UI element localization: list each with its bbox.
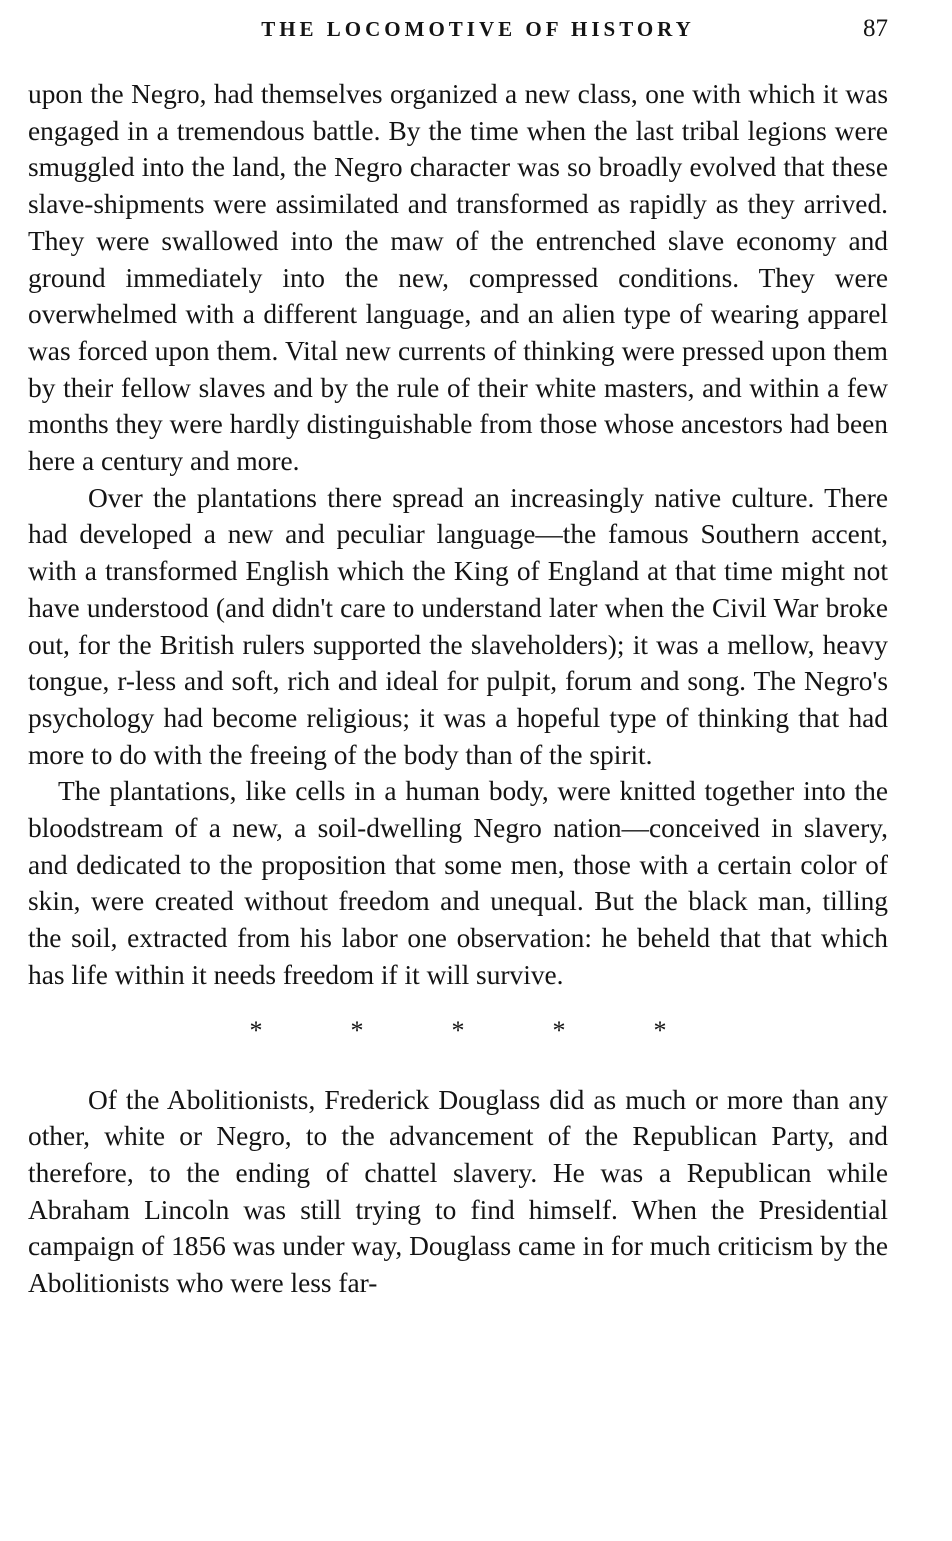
asterisk: *	[653, 1015, 667, 1045]
asterisk: *	[552, 1015, 566, 1045]
section-break	[28, 1008, 888, 1054]
paragraph-douglass: Of the Abolitionists, Frederick Douglass did as much or more than any other, white or Negro, to the advancement of the Republican Party, and therefore, to the ending of chattel slavery. He was a Republican while Abraham Lincoln was still trying to find himself. When the Presidential campaign of 1856 was under way, Douglass came in for much criticism by the Abolitionists who were less far-	[28, 1084, 888, 1299]
asterisk: *	[249, 1015, 263, 1045]
body-text	[28, 76, 888, 1302]
asterisk: *	[350, 1015, 364, 1045]
paragraph-plantation-culture: Over the plantations there spread an increasingly native culture. There had developed a new and peculiar language—the famous Southern accent, with a transformed English which the King of England at that time might not have understood (and didn't care to understand later when the Civil War broke out, for the British rulers supported the slaveholders); it was a mellow, heavy tongue, r-less and soft, rich and ideal for pulpit, forum and song. The Negro's psychology had become religious; it was a hopeful type of thinking that had more to do with the freeing of the body than of the spirit.	[28, 482, 888, 770]
paragraph-negro-nation: The plantations, like cells in a human body, were knitted together into the bloodstream of a new, a soil-dwelling Negro nation—conceived in slavery, and dedicated to the proposition that some men, those with a certain color of skin, were created without freedom and unequal. But the black man, tilling the soil, extracted from his labor one observation: he beheld that that which has life within it needs freedom if it will survive.	[28, 776, 888, 990]
asterisk: *	[451, 1015, 465, 1045]
paragraph-continued: upon the Negro, had themselves organized a new class, one with which it was engaged in a tremendous battle. By the time when the last tribal legions were smuggled into the land, the Negro character was so broadly evolved that these slave-shipments were assimilated and transformed as rapidly as they arrived. They were swallowed into the maw of the entrenched slave economy and ground immediately into the new, compressed conditions. They were overwhelmed with a different language, and an alien type of wearing apparel was forced upon them. Vital new currents of thinking were pressed upon them by their fellow slaves and by the rule of their white masters, and within a few months they were hardly distinguishable from those whose ancestors had been here a century and more.	[28, 79, 888, 477]
page-number: 87	[863, 15, 888, 42]
running-head	[28, 14, 888, 44]
running-title: THE LOCOMOTIVE OF HISTORY	[261, 17, 695, 41]
